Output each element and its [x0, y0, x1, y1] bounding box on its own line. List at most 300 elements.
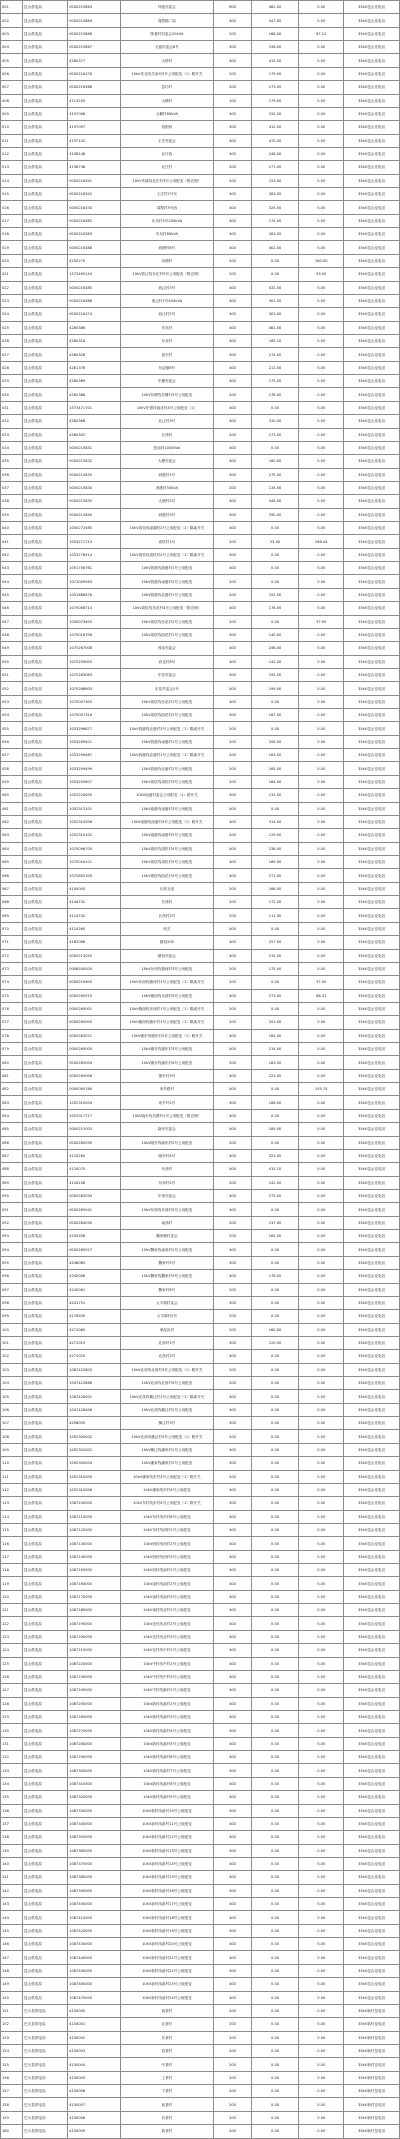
- table-cell: 35kV昆山变电站: [344, 361, 400, 374]
- table-row: [1, 308, 400, 321]
- table-cell: 045: [1, 588, 23, 601]
- table-cell: 0.00: [251, 2018, 298, 2031]
- table-cell: 200: [214, 1430, 252, 1443]
- table-cell: 4262388: [68, 388, 120, 401]
- table-cell: 0.00: [299, 1924, 344, 1937]
- table-cell: 0.00: [299, 802, 344, 815]
- table-cell: 0.00: [251, 1804, 298, 1817]
- table-cell: 昆山供电局: [23, 1791, 68, 1804]
- table-cell: 35kV昆山变电站: [344, 1310, 400, 1323]
- table-cell: 35kV昆山变电站: [344, 1951, 400, 1964]
- table-cell: 047: [1, 615, 23, 628]
- table-cell: 1087260000: [68, 1711, 120, 1724]
- table-cell: 023: [1, 294, 23, 307]
- table-cell: 0.00: [299, 562, 344, 575]
- table-cell: 400: [214, 1978, 252, 1991]
- table-cell: 059: [1, 775, 23, 788]
- table-cell: 0.00: [251, 2098, 298, 2111]
- table-cell: 0.00: [251, 1590, 298, 1603]
- table-cell: 400: [214, 802, 252, 815]
- table-cell: 0.00: [299, 749, 344, 762]
- table-cell: 0.00: [299, 348, 344, 361]
- table-row: [1, 254, 400, 267]
- table-cell: 0.00: [299, 54, 344, 67]
- table-cell: 35kV昆山变电站: [344, 508, 400, 521]
- table-cell: 0.00: [299, 789, 344, 802]
- table-cell: 昆山供电局: [23, 161, 68, 174]
- table-cell: 062: [1, 815, 23, 828]
- table-cell: 200: [214, 775, 252, 788]
- table-row: [1, 1617, 400, 1630]
- table-cell: 106: [1, 1403, 23, 1416]
- table-cell: 10kV南港线南港村3号公用配变: [120, 802, 213, 815]
- table-cell: 0.00: [299, 401, 344, 414]
- table-cell: 35kV昆山变电站: [344, 575, 400, 588]
- table-cell: 303.00: [251, 308, 298, 321]
- table-cell: 400: [214, 1857, 252, 1870]
- table-cell: 昆山供电局: [23, 1924, 68, 1937]
- table-cell: 35kV昆山变电站: [344, 1630, 400, 1643]
- table-cell: 200: [214, 1056, 252, 1069]
- table-cell: 昆山供电局: [23, 1203, 68, 1216]
- table-cell: 011: [1, 134, 23, 147]
- table-cell: 1047423888: [68, 1377, 120, 1390]
- table-cell: 1087240000: [68, 1684, 120, 1697]
- table-cell: 400: [214, 1657, 252, 1670]
- table-cell: 0.00: [251, 1443, 298, 1456]
- table-cell: 35kV昆山变电站: [344, 1924, 400, 1937]
- table-cell: 020: [1, 254, 23, 267]
- table-cell: 0.00: [251, 2044, 298, 2057]
- table-cell: 400: [214, 922, 252, 935]
- table-cell: 昆山供电局: [23, 388, 68, 401]
- table-cell: 昆山供电局: [23, 268, 68, 281]
- table-cell: 0.00: [299, 1964, 344, 1977]
- table-cell: 陈巷村村委会20kVA: [120, 27, 213, 40]
- table-cell: 0.00: [251, 1363, 298, 1376]
- table-cell: 0.00: [251, 1857, 298, 1870]
- table-cell: 034: [1, 441, 23, 454]
- table-cell: 35kV昆山变电站: [344, 909, 400, 922]
- table-cell: 283.00: [251, 188, 298, 201]
- table-cell: 35kV昆山变电站: [344, 254, 400, 267]
- table-cell: 10kV新村线新村5号公用配变: [120, 1737, 213, 1750]
- table-cell: 029: [1, 375, 23, 388]
- table-cell: 1087350000: [68, 1831, 120, 1844]
- table-row: [1, 722, 400, 735]
- table-cell: 昆山供电局: [23, 936, 68, 949]
- table-cell: 10kV新村线新村13号公用配变: [120, 1844, 213, 1857]
- table-row: [1, 268, 400, 281]
- table-cell: 1050073403: [68, 615, 120, 628]
- table-cell: 周杭村1号: [120, 535, 213, 548]
- table-cell: 长荡五组: [120, 882, 213, 895]
- table-cell: 400: [214, 1457, 252, 1470]
- table-cell: 0.00: [299, 1644, 344, 1657]
- table-cell: 昆山供电局: [23, 1590, 68, 1603]
- table-cell: 大平湖村委会: [120, 1296, 213, 1309]
- table-cell: 4150000: [68, 2004, 120, 2017]
- table-cell: 长荡村2号: [120, 909, 213, 922]
- table-cell: 0.00: [299, 94, 344, 107]
- table-cell: 0.00: [251, 1510, 298, 1523]
- table-cell: 4262368: [68, 415, 120, 428]
- table-cell: 10kV新村线新村10号公用配变: [120, 1804, 213, 1817]
- table-cell: 0.00: [299, 1149, 344, 1162]
- table-cell: 184.00: [251, 775, 298, 788]
- table-cell: 0000264030: [68, 1216, 120, 1229]
- table-cell: 400: [214, 1737, 252, 1750]
- table-cell: 巴川县供电局: [23, 2098, 68, 2111]
- table-cell: 0.00: [251, 1350, 298, 1363]
- table-cell: 昆山供电局: [23, 1390, 68, 1403]
- table-cell: 10kV北荡线北荡村3号公用配变（1）路开关: [120, 1363, 213, 1376]
- table-cell: 35kV昆山变电站: [344, 1216, 400, 1229]
- table-cell: 0.00: [299, 1296, 344, 1309]
- table-cell: 昆山供电局: [23, 1711, 68, 1724]
- table-cell: 0.00: [299, 2111, 344, 2124]
- table-cell: 昆山供电局: [23, 722, 68, 735]
- table-cell: 10kV钱港线北港村1号公用配变（1）隔离开关: [120, 749, 213, 762]
- table-cell: 0.00: [299, 1256, 344, 1269]
- table-cell: 0.00: [251, 441, 298, 454]
- table-cell: 1071009563: [68, 575, 120, 588]
- table-cell: 400: [214, 1043, 252, 1056]
- table-cell: 昆山供电局: [23, 1737, 68, 1750]
- table-cell: 昆山供电局: [23, 1523, 68, 1536]
- table-cell: 4197102: [68, 134, 120, 147]
- table-cell: 0.00: [299, 548, 344, 561]
- table-cell: 033: [1, 428, 23, 441]
- table-row: [1, 1964, 400, 1977]
- table-cell: 0000215840: [68, 508, 120, 521]
- table-row: [1, 1711, 400, 1724]
- table-cell: 200: [214, 1136, 252, 1149]
- table-cell: 017: [1, 214, 23, 227]
- table-row: [1, 348, 400, 361]
- table-cell: 0000216333: [68, 201, 120, 214]
- table-cell: 400: [214, 1296, 252, 1309]
- table-cell: 长荡村: [120, 896, 213, 909]
- table-cell: 4120070: [68, 1163, 120, 1176]
- table-row: [1, 535, 400, 548]
- table-cell: 1052220000: [68, 789, 120, 802]
- table-cell: 400: [214, 1644, 252, 1657]
- table-cell: 10kV新村线新村15号公用配变: [120, 1871, 213, 1884]
- table-cell: 10kV北荡线北荡村4号公用配变: [120, 1377, 213, 1390]
- table-cell: 022: [1, 281, 23, 294]
- table-cell: 10kV周杭线西花村3号公用配变: [120, 869, 213, 882]
- table-cell: 0.00: [299, 1550, 344, 1563]
- table-cell: 35kV昆山变电站: [344, 14, 400, 27]
- table-row: [1, 949, 400, 962]
- table-cell: 1051686476: [68, 588, 120, 601]
- table-cell: 117: [1, 1550, 23, 1563]
- table-cell: 115: [1, 1523, 23, 1536]
- table-cell: 1087120000: [68, 1523, 120, 1536]
- table-cell: 1573471701: [68, 401, 120, 414]
- table-cell: 昆山供电局: [23, 455, 68, 468]
- table-cell: 400: [214, 334, 252, 347]
- table-cell: 10kV周杭线南湖村2号公用配变（1）隔离开关: [120, 522, 213, 535]
- table-cell: 4271020: [68, 1350, 120, 1363]
- table-cell: 1092300002: [68, 1430, 120, 1443]
- table-cell: 新茶村: [120, 2125, 213, 2138]
- table-cell: 10kV新村线新村2号公用配变: [120, 1697, 213, 1710]
- table-cell: 35kV昆山变电站: [344, 1670, 400, 1683]
- table-cell: 王庄村2号东: [120, 188, 213, 201]
- table-cell: 昆山供电局: [23, 321, 68, 334]
- table-cell: 35kV昆山变电站: [344, 388, 400, 401]
- table-cell: 400: [214, 495, 252, 508]
- table-cell: 200: [214, 1230, 252, 1243]
- table-cell: 10kV蔡泾线东庄村5号公用配变（附农网）: [120, 268, 213, 281]
- table-cell: 400: [214, 1724, 252, 1737]
- table-cell: 0.00: [299, 308, 344, 321]
- table-cell: 192.00: [251, 668, 298, 681]
- table-cell: 昆山供电局: [23, 1270, 68, 1283]
- table-cell: 昆山供电局: [23, 1457, 68, 1470]
- table-cell: 0.00: [299, 201, 344, 214]
- table-cell: 0.00: [299, 1564, 344, 1577]
- table-cell: 4150008: [68, 2111, 120, 2124]
- table-cell: 400: [214, 375, 252, 388]
- table-cell: 昆山供电局: [23, 1163, 68, 1176]
- table-cell: 107: [1, 1417, 23, 1430]
- table-cell: 214.00: [251, 1043, 298, 1056]
- table-cell: 0.00: [251, 2085, 298, 2098]
- table-cell: 昆山供电局: [23, 882, 68, 895]
- table-cell: 35kV昆山变电站: [344, 1590, 400, 1603]
- table-cell: 200: [214, 1216, 252, 1229]
- table-cell: 400: [214, 1270, 252, 1283]
- table-cell: 0.00: [299, 2018, 344, 2031]
- table-cell: 10kV新村线新村22号公用配变: [120, 1964, 213, 1977]
- table-row: [1, 455, 400, 468]
- table-cell: 153.00: [251, 174, 298, 187]
- table-cell: 昆山供电局: [23, 1844, 68, 1857]
- table-cell: 400: [214, 1777, 252, 1790]
- table-cell: 400: [214, 682, 252, 695]
- table-cell: 183.00: [251, 1056, 298, 1069]
- table-cell: 400: [214, 441, 252, 454]
- table-cell: 昆山供电局: [23, 1016, 68, 1029]
- table-cell: 晓东村委会: [120, 1123, 213, 1136]
- table-cell: 0.00: [299, 1363, 344, 1376]
- table-cell: 0.00: [299, 1590, 344, 1603]
- table-cell: 400: [214, 241, 252, 254]
- table-cell: 昆山供电局: [23, 1510, 68, 1523]
- table-cell: 1087340000: [68, 1817, 120, 1830]
- table-cell: 35kV昆山变电站: [344, 268, 400, 281]
- table-row: [1, 401, 400, 414]
- table-cell: 400: [214, 602, 252, 615]
- table-cell: 0.00: [299, 1457, 344, 1470]
- table-cell: 134.00: [251, 481, 298, 494]
- table-cell: 0.00: [299, 869, 344, 882]
- table-cell: 67.12: [299, 27, 344, 40]
- table-row: [1, 441, 400, 454]
- table-cell: 1087430000: [68, 1938, 120, 1951]
- table-cell: 0.00: [299, 294, 344, 307]
- table-cell: 0.00: [299, 709, 344, 722]
- table-cell: 0.00: [251, 1390, 298, 1403]
- table-cell: 090: [1, 1189, 23, 1202]
- table-cell: 1075008714: [68, 602, 120, 615]
- table-cell: 0.00: [251, 1964, 298, 1977]
- table-cell: 0.00: [251, 695, 298, 708]
- table-cell: 大桥村: [120, 54, 213, 67]
- table-cell: 174.00: [251, 214, 298, 227]
- table-cell: 35kV昆山变电站: [344, 1831, 400, 1844]
- table-cell: 0.00: [299, 1831, 344, 1844]
- table-cell: 魏家塘村委会: [120, 1230, 213, 1243]
- table-cell: 040: [1, 522, 23, 535]
- table-row: [1, 1630, 400, 1643]
- table-cell: 北泾村3号: [120, 415, 213, 428]
- table-row: [1, 1403, 400, 1416]
- table-cell: 200: [214, 615, 252, 628]
- table-cell: 魏家村5号: [120, 1256, 213, 1269]
- table-cell: 0.00: [299, 188, 344, 201]
- table-cell: 昆山供电局: [23, 27, 68, 40]
- table-cell: 张南村1000kVA: [120, 441, 213, 454]
- table-row: [1, 789, 400, 802]
- table-cell: 134: [1, 1777, 23, 1790]
- table-cell: 151: [1, 2004, 23, 2017]
- table-cell: 032: [1, 415, 23, 428]
- table-cell: 35kV昆山变电站: [344, 281, 400, 294]
- table-cell: 072: [1, 949, 23, 962]
- table-row: [1, 1844, 400, 1857]
- table-cell: 0.00: [299, 41, 344, 54]
- table-cell: 400: [214, 1336, 252, 1349]
- table-cell: 061: [1, 802, 23, 815]
- table-cell: 067: [1, 882, 23, 895]
- table-cell: 35kV昆山变电站: [344, 882, 400, 895]
- table-cell: 10kV钱港线南港村1号公用配变: [120, 735, 213, 748]
- table-cell: 0.00: [299, 1056, 344, 1069]
- table-cell: 065: [1, 856, 23, 869]
- table-row: [1, 962, 400, 975]
- table-cell: 昆山供电局: [23, 468, 68, 481]
- table-row: [1, 1657, 400, 1670]
- table-row: [1, 1149, 400, 1162]
- table-cell: 143: [1, 1898, 23, 1911]
- table-cell: 0.00: [299, 842, 344, 855]
- table-cell: 35kV昆山变电站: [344, 188, 400, 201]
- table-cell: 001: [1, 1, 23, 14]
- table-cell: 1087380000: [68, 1871, 120, 1884]
- table-cell: 巴川县供电局: [23, 2085, 68, 2098]
- table-cell: 178.00: [251, 388, 298, 401]
- table-cell: 400: [214, 1711, 252, 1724]
- table-cell: 巴川县供电局: [23, 2058, 68, 2071]
- table-cell: 中茶村: [120, 2058, 213, 2071]
- table-cell: 400: [214, 1951, 252, 1964]
- table-row: [1, 2085, 400, 2098]
- table-cell: 0000215864: [68, 14, 120, 27]
- table-cell: 1087190000: [68, 1617, 120, 1630]
- table-cell: 东淀镇6号: [120, 361, 213, 374]
- table-row: [1, 1430, 400, 1443]
- table-cell: 昆山供电局: [23, 1951, 68, 1964]
- table-cell: 昆山供电局: [23, 1002, 68, 1015]
- table-row: [1, 1857, 400, 1870]
- table-cell: 1087100000: [68, 1497, 120, 1510]
- table-cell: 35kV昆山变电站: [344, 201, 400, 214]
- table-cell: 400: [214, 1791, 252, 1804]
- table-cell: 1075007316: [68, 709, 120, 722]
- table-cell: 200: [214, 81, 252, 94]
- table-cell: 昆山供电局: [23, 441, 68, 454]
- table-cell: 200: [214, 1363, 252, 1376]
- table-cell: 昆山供电局: [23, 588, 68, 601]
- table-cell: 069: [1, 909, 23, 922]
- table-cell: 0000215831: [68, 441, 120, 454]
- table-cell: 0.00: [299, 388, 344, 401]
- table-cell: 0.00: [299, 14, 344, 27]
- table-cell: 昆山供电局: [23, 535, 68, 548]
- table-cell: 10kV潘家线东村4号公用配变: [120, 1483, 213, 1496]
- table-cell: 0000265041: [68, 1203, 120, 1216]
- table-row: [1, 588, 400, 601]
- table-cell: 35kV昆山变电站: [344, 81, 400, 94]
- table-cell: 152.00: [251, 107, 298, 120]
- table-cell: 0.00: [299, 1537, 344, 1550]
- table-cell: 0.00: [251, 1724, 298, 1737]
- table-cell: 0.00: [299, 588, 344, 601]
- table-cell: 昆山供电局: [23, 54, 68, 67]
- table-cell: 35kV昆山变电站: [344, 321, 400, 334]
- table-cell: 吴塘村: [120, 254, 213, 267]
- table-cell: 35kV昆山变电站: [344, 1417, 400, 1430]
- table-cell: 4120260: [68, 1149, 120, 1162]
- table-cell: 北荡村1号: [120, 1336, 213, 1349]
- table-cell: 昆山供电局: [23, 1751, 68, 1764]
- table-cell: 35kV昆山变电站: [344, 1844, 400, 1857]
- table-cell: 152.00: [251, 588, 298, 601]
- table-cell: 35kV新村变电站: [344, 2071, 400, 2084]
- table-cell: 4150007: [68, 2098, 120, 2111]
- table-cell: 昆山供电局: [23, 1069, 68, 1082]
- table-cell: 415.10: [251, 1163, 298, 1176]
- table-cell: 444.00: [251, 495, 298, 508]
- table-cell: 160: [1, 2125, 23, 2138]
- table-cell: 0.00: [251, 1938, 298, 1951]
- table-cell: 镇东村5号: [120, 1069, 213, 1082]
- table-cell: 135: [1, 1791, 23, 1804]
- table-cell: 4278500: [68, 1310, 120, 1323]
- table-row: [1, 2098, 400, 2111]
- table-row: [1, 1871, 400, 1884]
- table-cell: 昆山供电局: [23, 709, 68, 722]
- table-cell: 昆山供电局: [23, 628, 68, 641]
- table-cell: 400: [214, 1924, 252, 1937]
- table-cell: 35kV昆山变电站: [344, 1390, 400, 1403]
- table-cell: 089: [1, 1176, 23, 1189]
- table-cell: 006: [1, 67, 23, 80]
- table-cell: 10kV周杭线周杭村5号公用配变: [120, 856, 213, 869]
- table-cell: 昆山供电局: [23, 962, 68, 975]
- table-cell: 0.00: [251, 1764, 298, 1777]
- table-cell: 南荡村: [120, 1216, 213, 1229]
- table-row: [1, 67, 400, 80]
- table-cell: 家乡路村: [120, 1083, 213, 1096]
- table-cell: 400: [214, 134, 252, 147]
- table-cell: 0000265001: [68, 1002, 120, 1015]
- table-cell: 400: [214, 1684, 252, 1697]
